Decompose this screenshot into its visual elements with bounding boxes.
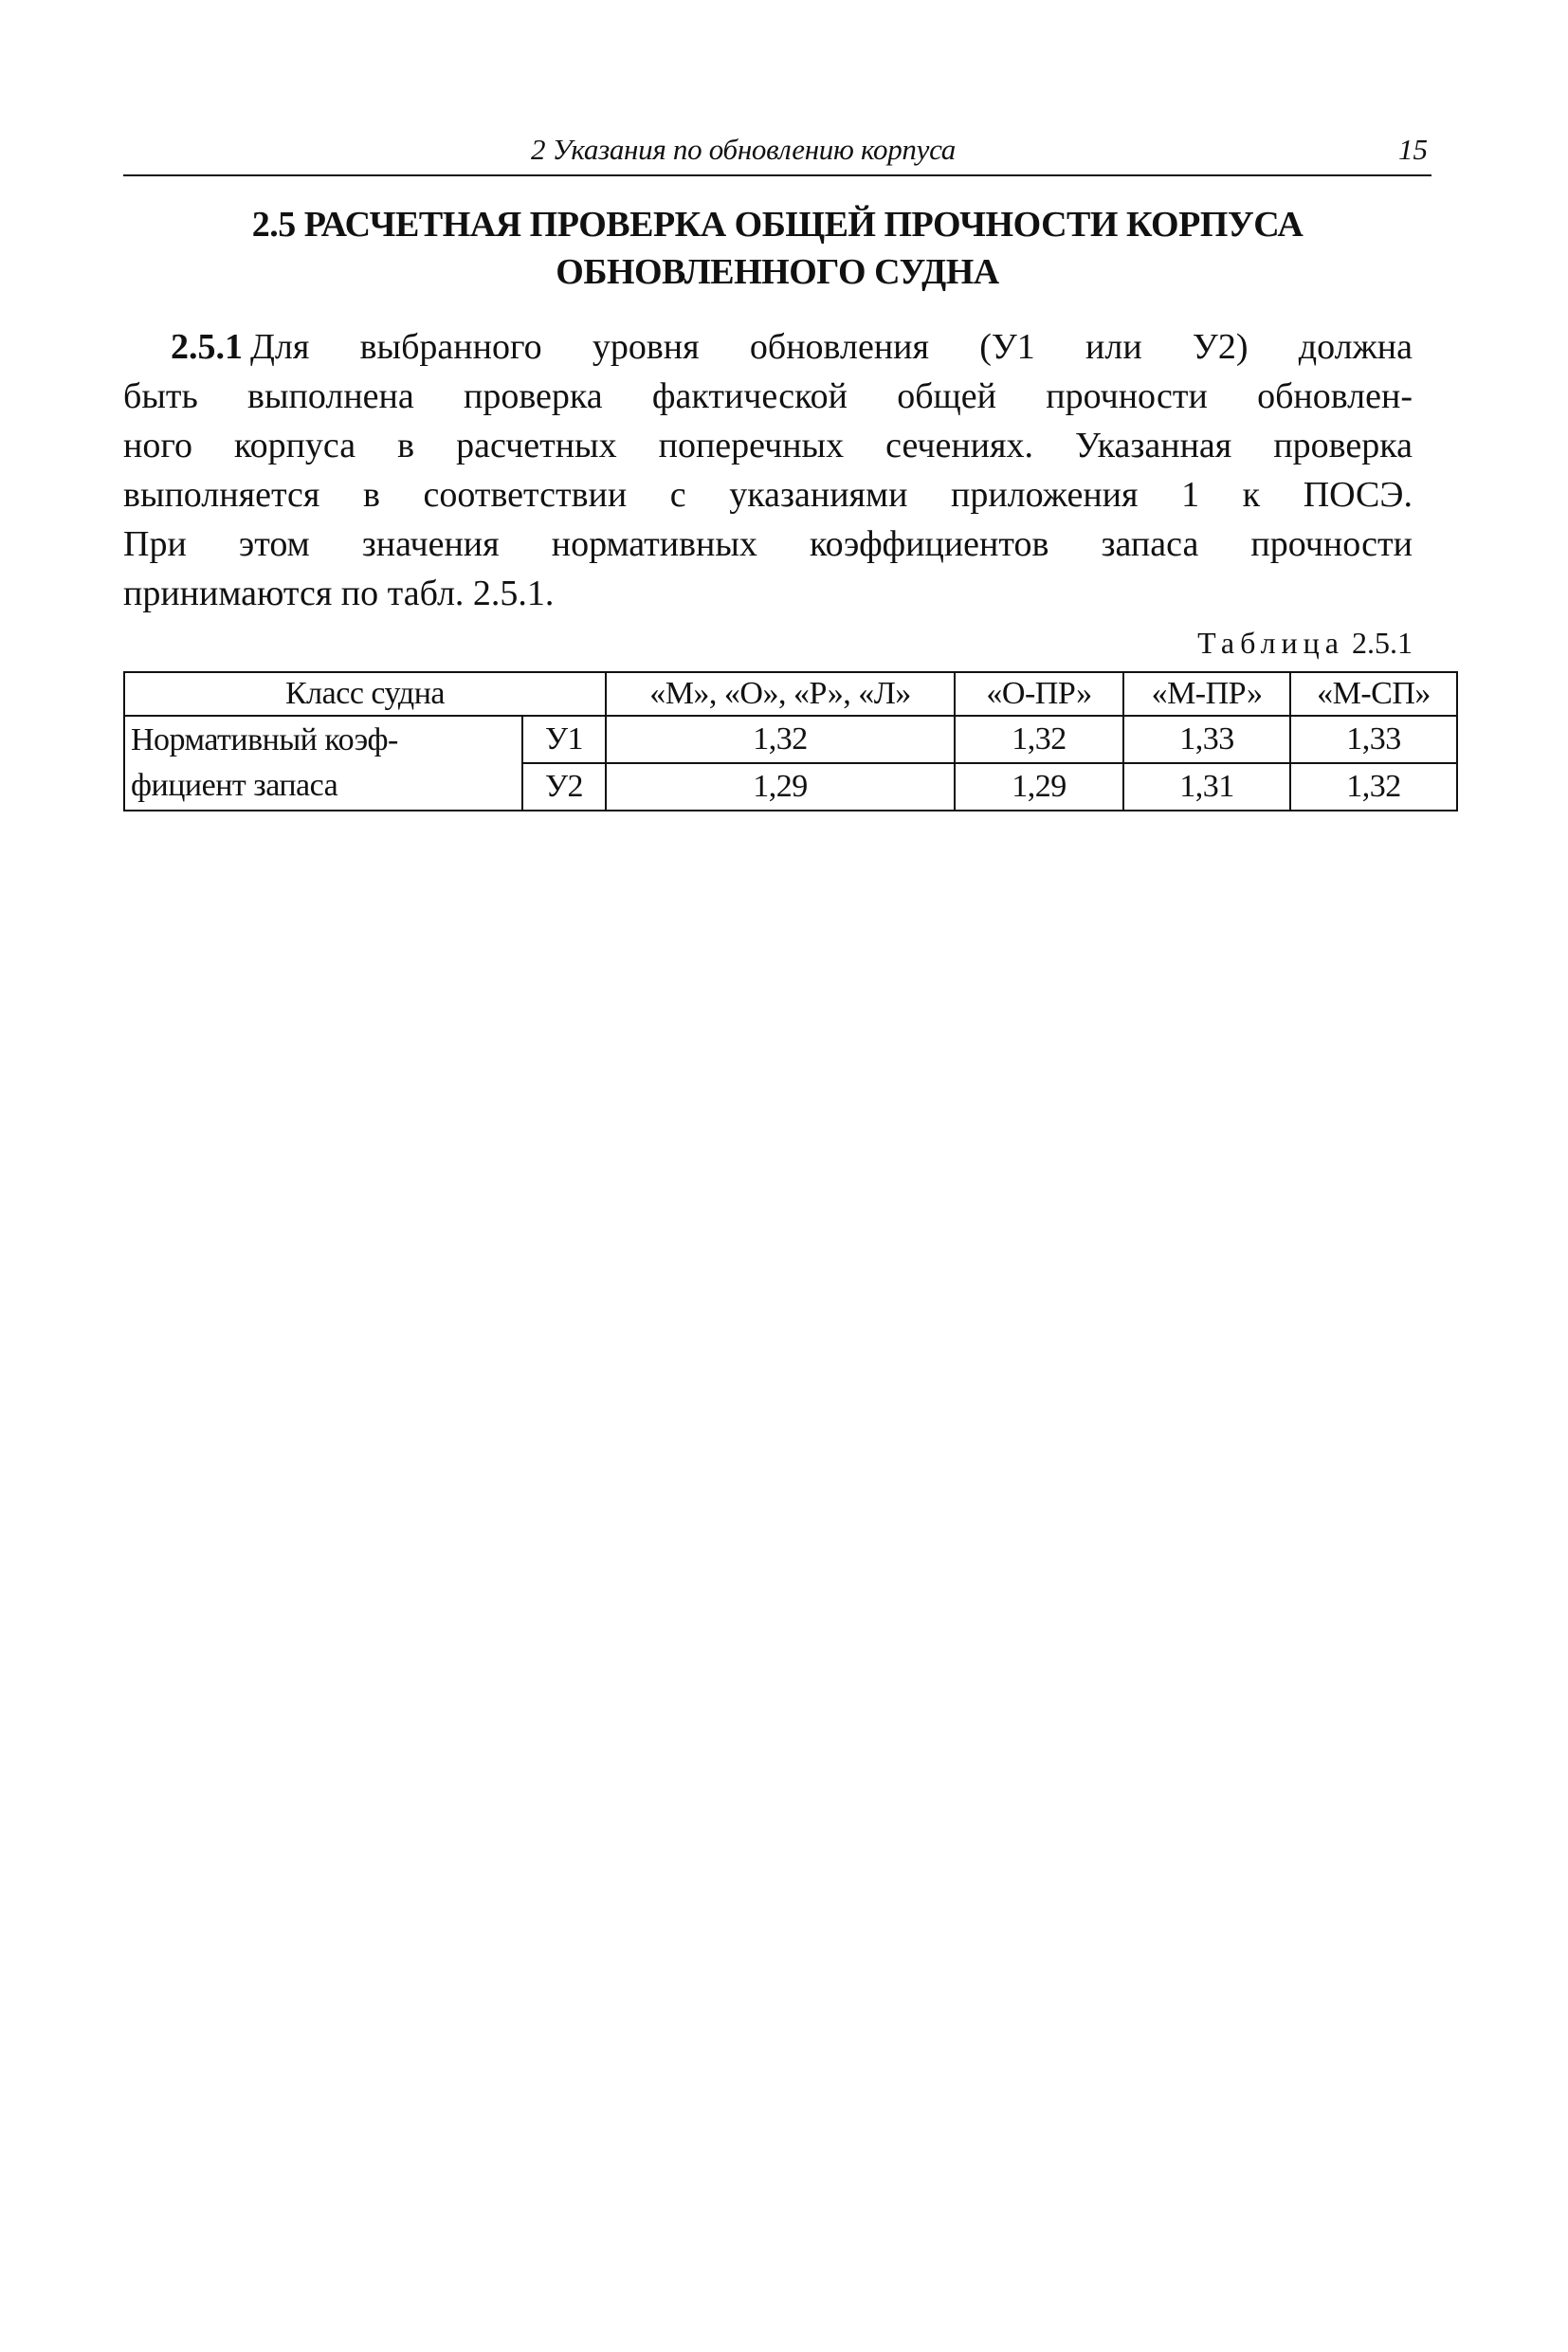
table-row-label-line: фициент запаса: [131, 768, 338, 803]
table-cell: 1,33: [1290, 716, 1457, 763]
table-cell: 1,33: [1123, 716, 1290, 763]
table-caption-number: 2.5.1: [1352, 626, 1413, 660]
section-heading-line-1: 2.5 РАСЧЕТНАЯ ПРОВЕРКА ОБЩЕЙ ПРОЧНОСТИ КОРПУСА: [251, 205, 1304, 245]
paragraph-number: 2.5.1: [171, 327, 243, 367]
table-level-cell: У2: [522, 763, 606, 811]
section-heading: [123, 201, 1431, 296]
table-header-cell: «М-ПР»: [1123, 672, 1290, 716]
table-cell: 1,31: [1123, 763, 1290, 811]
table-header-cell: «М», «О», «Р», «Л»: [606, 672, 955, 716]
table-cell: 1,29: [606, 763, 955, 811]
table-header-cell: «М-СП»: [1290, 672, 1457, 716]
table-cell: 1,32: [606, 716, 955, 763]
paragraph-line: При этом значения нормативных коэффициентов запаса прочности: [123, 524, 1413, 564]
running-header: [123, 129, 1431, 176]
header-page-number: 15: [1398, 133, 1428, 166]
paragraph-line: ного корпуса в расчетных поперечных сечениях. Указанная проверка: [123, 426, 1413, 465]
table-row: [124, 716, 1457, 763]
table-level-cell: У1: [522, 716, 606, 763]
table-header-row: [124, 672, 1457, 716]
table-header-cell: «О-ПР»: [955, 672, 1123, 716]
paragraph-line: быть выполнена проверка фактической общей прочности обновлен-: [123, 376, 1413, 416]
table-row-label: [124, 716, 522, 811]
paragraph-line: [123, 322, 1413, 372]
table-header-cell: Класс судна: [124, 672, 606, 716]
section-heading-line-2: ОБНОВЛЕННОГО СУДНА: [556, 252, 999, 292]
paragraph-line-text: Для выбранного уровня обновления (У1 или У2) должна: [250, 327, 1413, 367]
table-cell: 1,32: [955, 716, 1123, 763]
paragraph-line: выполняется в соответствии с указаниями приложения 1 к ПОСЭ.: [123, 475, 1413, 515]
table-caption: [123, 626, 1413, 661]
safety-factor-table: [123, 671, 1458, 811]
table-row-label-line: Нормативный коэф-: [131, 722, 398, 757]
table-cell: 1,29: [955, 763, 1123, 811]
table-cell: 1,32: [1290, 763, 1457, 811]
paragraph-2-5-1: [123, 322, 1413, 618]
header-section-title: 2 Указания по обновлению корпуса: [531, 133, 956, 166]
table-caption-word: Таблица: [1197, 626, 1344, 660]
paragraph-line: принимаются по табл. 2.5.1.: [123, 574, 555, 613]
